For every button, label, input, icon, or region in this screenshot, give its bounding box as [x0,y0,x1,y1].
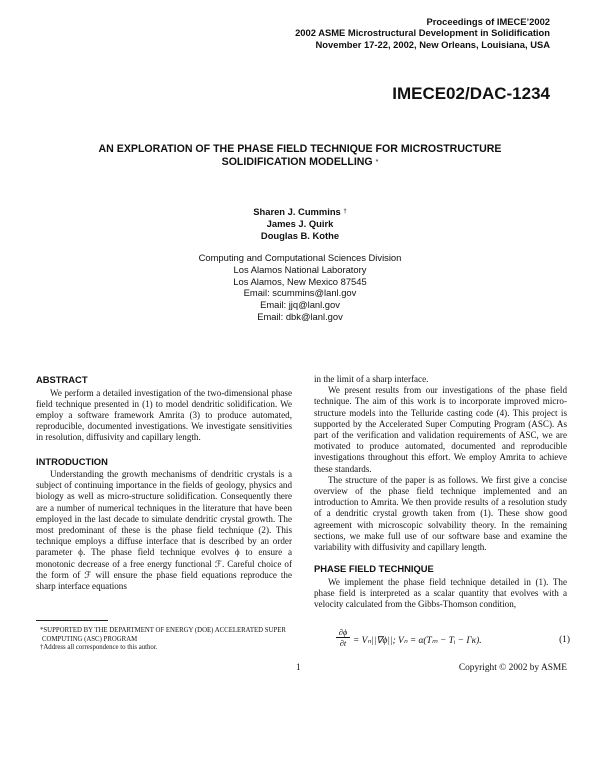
author-list [60,206,540,242]
abstract-text: We perform a detailed investigation of the two-dimensional phase field technique presented in (1) to model dendritic solidification. We employ a software framework Amrita (3) to produce automated, reproducible, documented investigations. We investigate sensitivities in resolution, diffusivity and capillary length. [36,387,292,443]
fraction-denominator: ∂t [336,637,350,648]
introduction-paragraph-continued: in the limit of a sharp interface. [314,374,429,384]
phase-field-paragraph: We implement the phase field technique detailed in (1). The phase field is interpreted as a scalar quantity that evolves with a velocity calculated from the Gibbs-Thomson condition, [314,576,567,610]
introduction-paragraph: Understanding the growth mechanisms of dendritic crystals is a subject of continuing importance in the fields of geology, physics and biology as well as micro-structure solidification. Consequently there are a number of numerical techniques in the literature that have been employed in the last decade to simulate dendritic crystal growth. The most predominant of these is the phase field technique (2). This technique employs a diffuse interface that is described by an order parameter ϕ. The phase field technique evolves ϕ to ensure a monotonic decrease of a free energy functional ℱ. Careful choice of the form of ℱ will ensure the phase field equations reproduce the sharp interface equations [36,469,292,592]
proceedings-line: November 17-22, 2002, New Orleans, Louisiana, USA [315,38,550,50]
affiliation-division: Computing and Computational Sciences Division [198,252,402,263]
page-number: 1 [296,663,301,673]
introduction-paragraph: We present results from our investigations of the phase field technique. The aim of this work is to incorporate improved micro-structure models into the Telluride casting code (4). This project is supported by the Accelerated Super Computing Program (ASC). As part of the verification and validation requirements of ASC, we are motivated to produce automated, documented and reproducible investigations throughout this effort. We employ Amrita to achieve these standards. [314,385,567,474]
author-name: Douglas B. Kothe [260,230,340,241]
title-line-1: AN EXPLORATION OF THE PHASE FIELD TECHNIQUE FOR MICROSTRUCTURE [98,143,502,155]
author-email: Email: dbk@lanl.gov [257,310,343,322]
left-column [36,374,292,592]
author-email: Email: scummins@lanl.gov [243,287,357,299]
footnotes [36,627,286,653]
introduction-paragraph: The structure of the paper is as follows. We first give a concise overview of the phase field technique implemented and an introduction to Amrita. We then provide results of a resolution study of a dendritic crystal growth taken from (1). These show good agreement with microscopic solvability theory. In the remaining sections, we make full use of our software base and examine the variability with diffusivity and capillary length. [314,474,567,553]
title-footnote-mark: * [375,159,379,166]
paper-title [60,143,540,169]
equation-fraction [336,627,350,648]
proceedings-line: 2002 ASME Microstructural Development in Solidification [295,27,550,39]
right-column [314,374,567,610]
equation-number: (1) [559,635,570,645]
copyright: Copyright © 2002 by ASME [458,663,567,673]
phase-field-heading: PHASE FIELD TECHNIQUE [314,563,434,575]
footnote: †Address all correspondence to this author. [40,644,158,652]
title-line-2: SOLIDIFICATION MODELLING [221,156,373,168]
author-name: Sharen J. Cummins [253,206,341,217]
affiliation-lab: Los Alamos National Laboratory [233,263,367,275]
footnote-rule [36,620,108,621]
author-email: Email: jjq@lanl.gov [260,299,340,311]
fraction-numerator: ∂ϕ [338,627,348,637]
author-name: James J. Quirk [266,218,334,229]
affiliation [60,252,540,323]
proceedings-line: Proceedings of IMECE’2002 [426,16,550,27]
paper-id: IMECE02/DAC-1234 [392,84,550,103]
introduction-heading: INTRODUCTION [36,455,108,467]
footnote: *SUPPORTED BY THE DEPARTMENT OF ENERGY (DOE) ACCELERATED SUPER COMPUTING (ASC) PROGRAM [40,627,286,643]
proceedings-header [295,16,550,50]
equation-expression: = Vₙ||∇ϕ||; Vₙ = α(Tₘ − Tᵢ − Γκ). [353,636,482,646]
author-footnote-mark: † [343,209,347,215]
abstract-heading: ABSTRACT [36,374,88,385]
equation-1 [336,625,570,653]
affiliation-address: Los Alamos, New Mexico 87545 [233,275,367,287]
